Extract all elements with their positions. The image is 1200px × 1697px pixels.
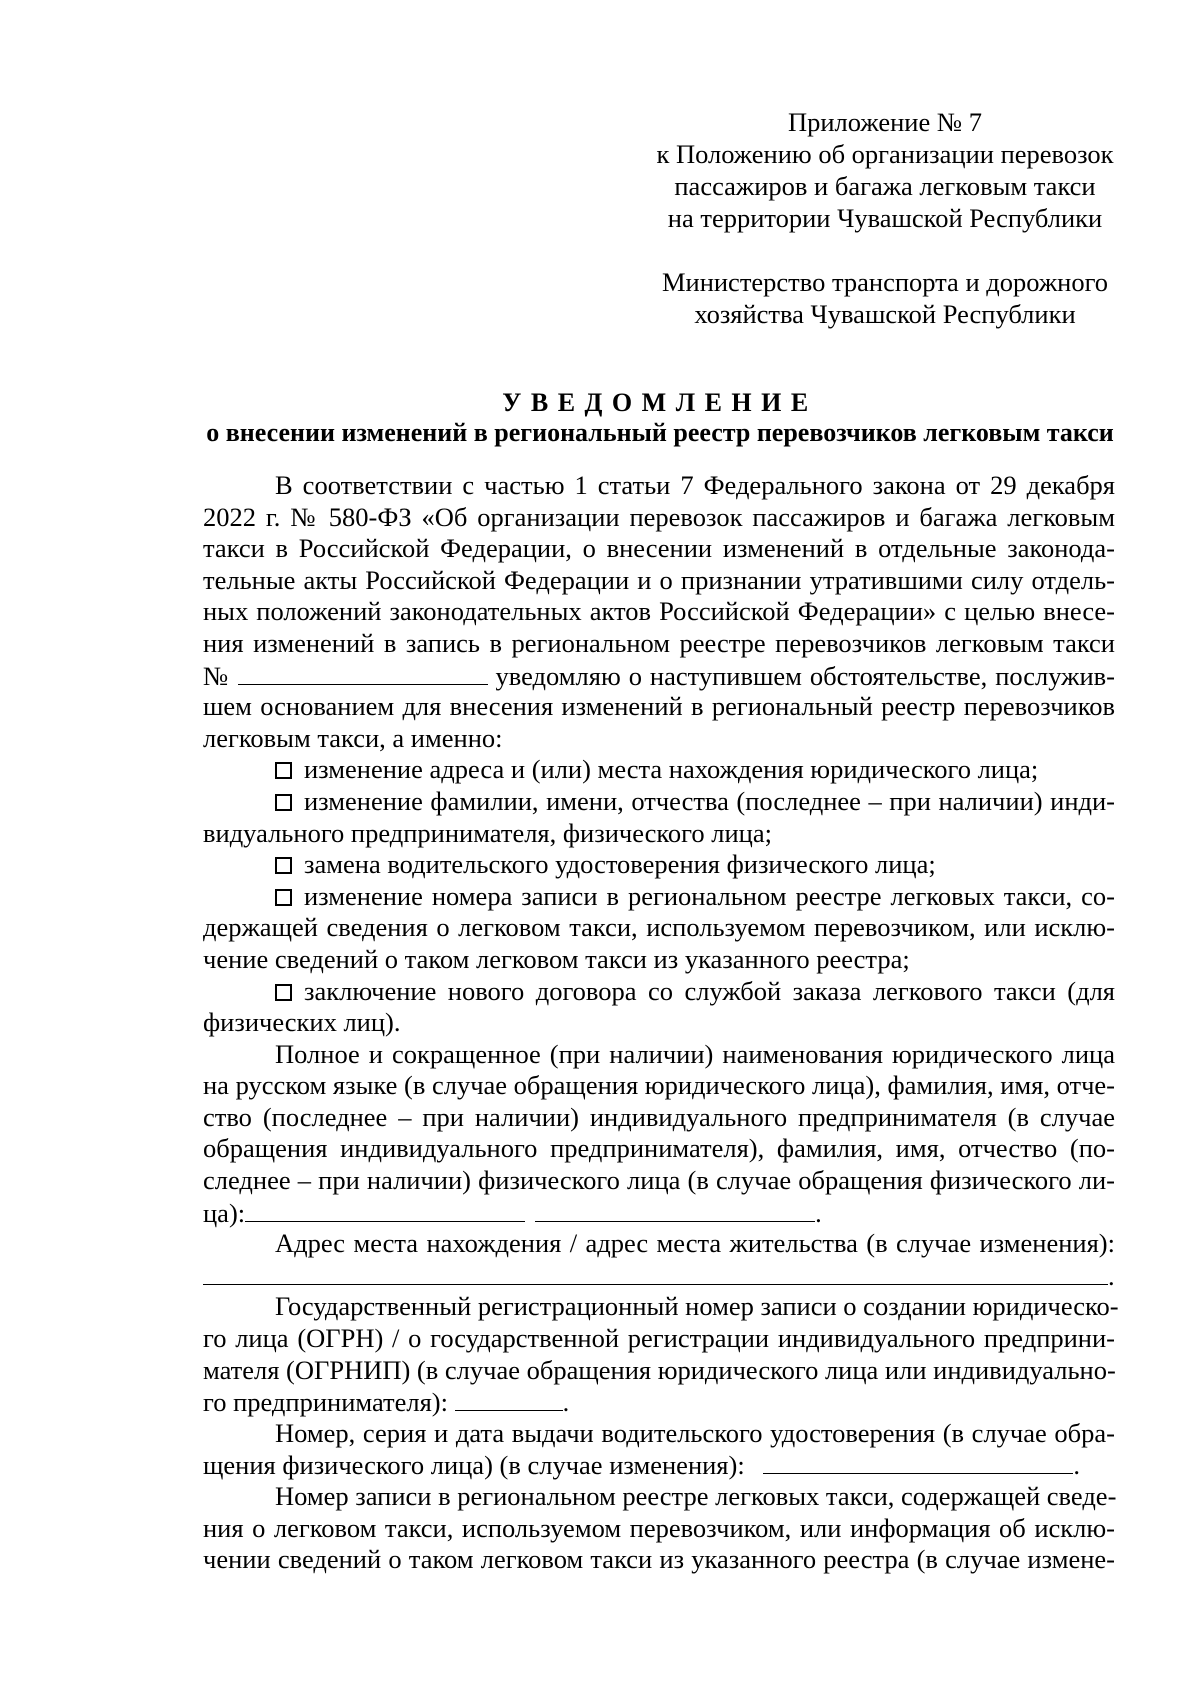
paragraph-line: следнее – при наличии) физического лица (в случае обращения физического ли- — [203, 1165, 1115, 1196]
paragraph-line: ния изменений в запись в региональном реестре перевозчиков легковым такси — [203, 627, 1115, 658]
paragraph-fragment: го предпринимателя): — [203, 1387, 448, 1418]
appendix-line: на территории Чувашской Республики — [667, 203, 1103, 233]
checkbox-item[interactable] — [203, 976, 1115, 1008]
ogrn-fill-line — [203, 1386, 1115, 1418]
recipient-line: хозяйства Чувашской Республики — [694, 299, 1076, 329]
checkbox-item[interactable] — [203, 881, 1115, 913]
paragraph-line: 2022 г. № 580-ФЗ «Об организации перевозок пассажиров и багажа легковым — [203, 501, 1115, 532]
paragraph-line: Номер записи в региональном реестре легковых такси, содержащей сведе- — [275, 1481, 1117, 1511]
period: . — [815, 1197, 822, 1228]
paragraph-line: Государственный регистрационный номер записи о создании юридическо- — [275, 1291, 1119, 1322]
checkbox-icon[interactable] — [275, 794, 292, 811]
checkbox-label-continued: видуального предпринимателя, физического лица; — [203, 817, 772, 848]
names-fill-line — [203, 1197, 1115, 1229]
paragraph-line: мателя (ОГРНИП) (в случае обращения юридического лица или индивидуально- — [203, 1354, 1116, 1385]
paragraph-line: легковым такси, а именно: — [203, 722, 503, 753]
paragraph-line: ния о легковом такси, используемом перевозчиком, или информация об исклю- — [203, 1512, 1115, 1543]
checkbox-label-continued: физических лиц). — [203, 1007, 401, 1038]
ogrn-blank[interactable] — [455, 1386, 563, 1411]
appendix-line: пассажиров и багажа легковым такси — [674, 171, 1096, 201]
checkbox-label: заключение нового договора со службой заказа легкового такси (для — [304, 975, 1115, 1006]
checkbox-label: изменение номера записи в региональном реестре легковых такси, со- — [304, 880, 1115, 911]
address-fill-line — [203, 1260, 1115, 1292]
checkbox-item[interactable] — [203, 754, 1115, 786]
checkbox-item[interactable] — [203, 849, 1115, 881]
paragraph-line: го лица (ОГРН) / о государственной регистрации индивидуального предприни- — [203, 1323, 1115, 1354]
checkbox-item[interactable] — [203, 786, 1115, 818]
paragraph-line: обращения индивидуального предпринимателя), фамилия, имя, отчество (по- — [203, 1133, 1115, 1164]
paragraph-line: шем основанием для внесения изменений в региональный реестр перевозчиков — [203, 691, 1115, 722]
paragraph-line: ство (последнее – при наличии) индивидуального предпринимателя (в случае — [203, 1101, 1115, 1132]
paragraph-line: такси в Российской Федерации, о внесении изменений в отдельные законода- — [203, 533, 1115, 564]
appendix-line: к Положению об организации перевозок — [656, 139, 1114, 169]
name-blank[interactable] — [535, 1197, 815, 1222]
checkbox-icon[interactable] — [275, 762, 292, 779]
paragraph-fragment: щения физического лица) (в случае изменения): — [203, 1450, 745, 1481]
paragraph-line: Полное и сокращенное (при наличии) наименования юридического лица — [275, 1038, 1115, 1069]
checkbox-label-continued: держащей сведения о легковом такси, используемом перевозчиком, или исклю- — [203, 912, 1115, 943]
document-subtitle: о внесении изменений в региональный реестр перевозчиков легковым такси — [206, 418, 1114, 447]
paragraph-line: чении сведений о таком легковом такси из указанного реестра (в случае измене- — [203, 1544, 1115, 1575]
paragraph-line: Номер, серия и дата выдачи водительского удостоверения (в случае обра- — [275, 1417, 1115, 1448]
period: . — [1108, 1260, 1115, 1291]
recipient-line: Министерство транспорта и дорожного — [661, 267, 1109, 297]
checkbox-icon[interactable] — [275, 857, 292, 874]
checkbox-label: изменение адреса и (или) места нахождения юридического лица; — [304, 754, 1039, 785]
registry-number-blank[interactable] — [238, 660, 488, 685]
paragraph-line: на русском языке (в случае обращения юридического лица), фамилия, имя, отче- — [203, 1070, 1115, 1101]
appendix-number: Приложение № 7 — [787, 107, 982, 137]
license-blank[interactable] — [763, 1449, 1073, 1474]
notice-body — [203, 470, 1119, 1576]
number-sign: № — [203, 660, 230, 691]
checkbox-icon[interactable] — [275, 984, 292, 1001]
registry-number-line — [203, 660, 1115, 692]
paragraph-line: ных положений законодательных актов Российской Федерации» с целью внесе- — [203, 596, 1115, 627]
paragraph-line: В соответствии с частью 1 статьи 7 Федерального закона от 29 декабря — [275, 470, 1115, 500]
checkbox-label: изменение фамилии, имени, отчества (последнее – при наличии) инди- — [304, 785, 1115, 816]
paragraph-fragment: уведомляю о наступившем обстоятельстве, послужив- — [495, 660, 1115, 691]
period: . — [1073, 1450, 1080, 1481]
paragraph-line: Адрес места нахождения / адрес места жительства (в случае изменения): — [275, 1228, 1115, 1259]
checkbox-icon[interactable] — [275, 889, 292, 906]
paragraph-line: тельные акты Российской Федерации и о признании утратившими силу отдель- — [203, 564, 1115, 595]
checkbox-label: замена водительского удостоверения физического лица; — [304, 849, 936, 880]
document-title: УВЕДОМЛЕНИЕ — [502, 388, 818, 417]
paragraph-fragment: ца): — [203, 1197, 246, 1228]
address-blank[interactable] — [203, 1260, 1108, 1285]
period: . — [562, 1387, 570, 1418]
license-fill-line — [203, 1449, 1115, 1481]
checkbox-label-continued: чение сведений о таком легковом такси из указанного реестра; — [203, 943, 910, 974]
name-blank[interactable] — [245, 1197, 525, 1222]
